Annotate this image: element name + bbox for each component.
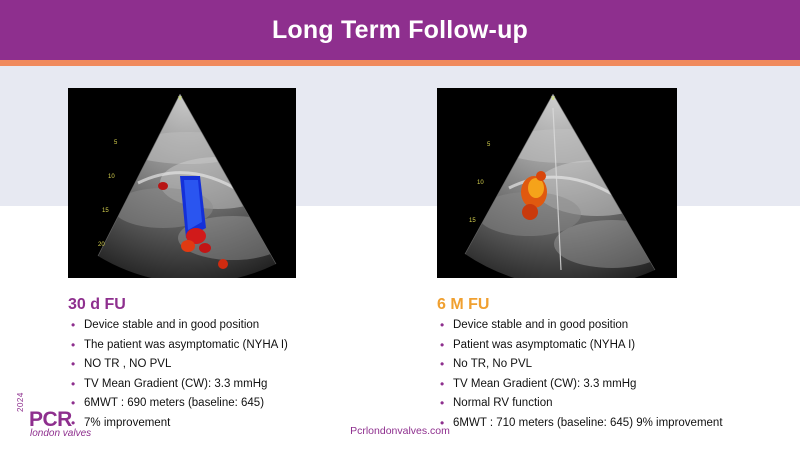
slide-header [0,0,800,60]
list-item: • Normal RV function [437,398,782,410]
echo-sector-graphic [437,88,677,278]
svg-text:5: 5 [114,140,118,146]
list-item: • Device stable and in good position [68,320,398,332]
svg-text:v: v [178,95,182,102]
echocardiogram-30d [68,88,296,278]
panel-6m-fu [437,88,782,437]
list-item: • Patient was asymptomatic (NYHA I) [437,340,782,352]
list-item: • 7% improvement [68,418,398,430]
logo-mark: PCR [29,408,72,431]
echo-sector-graphic [68,88,296,278]
svg-text:10: 10 [477,180,484,186]
list-item: • The patient was asymptomatic (NYHA I) [68,340,398,352]
panel-30d-fu [68,88,398,437]
svg-text:15: 15 [469,218,476,224]
panel-title-30d: 30 d FU [68,296,126,313]
echocardiogram-6m [437,88,677,278]
pcr-london-valves-logo [16,392,146,442]
bullet-list-6m [437,320,782,429]
logo-year: 2024 [16,392,25,412]
svg-text:v: v [551,95,555,102]
list-item: • Device stable and in good position [437,320,782,332]
svg-text:20: 20 [98,242,105,248]
list-item: • 6MWT : 710 meters (baseline: 645) 9% improvement [437,418,782,430]
svg-text:5: 5 [487,142,491,148]
list-item: • 6MWT : 690 meters (baseline: 645) [68,398,398,410]
panel-title-6m: 6 M FU [437,296,490,313]
logo-subtitle: london valves [30,428,92,439]
list-item: • No TR, No PVL [437,359,782,371]
page-title: Long Term Follow-up [271,15,529,44]
list-item: • NO TR , NO PVL [68,359,398,371]
list-item: • TV Mean Gradient (CW): 3.3 mmHg [437,379,782,391]
svg-text:15: 15 [102,208,109,214]
list-item: • TV Mean Gradient (CW): 3.3 mmHg [68,379,398,391]
footer-website-link[interactable]: Pcrlondonvalves.com [350,425,450,437]
svg-text:10: 10 [108,174,115,180]
